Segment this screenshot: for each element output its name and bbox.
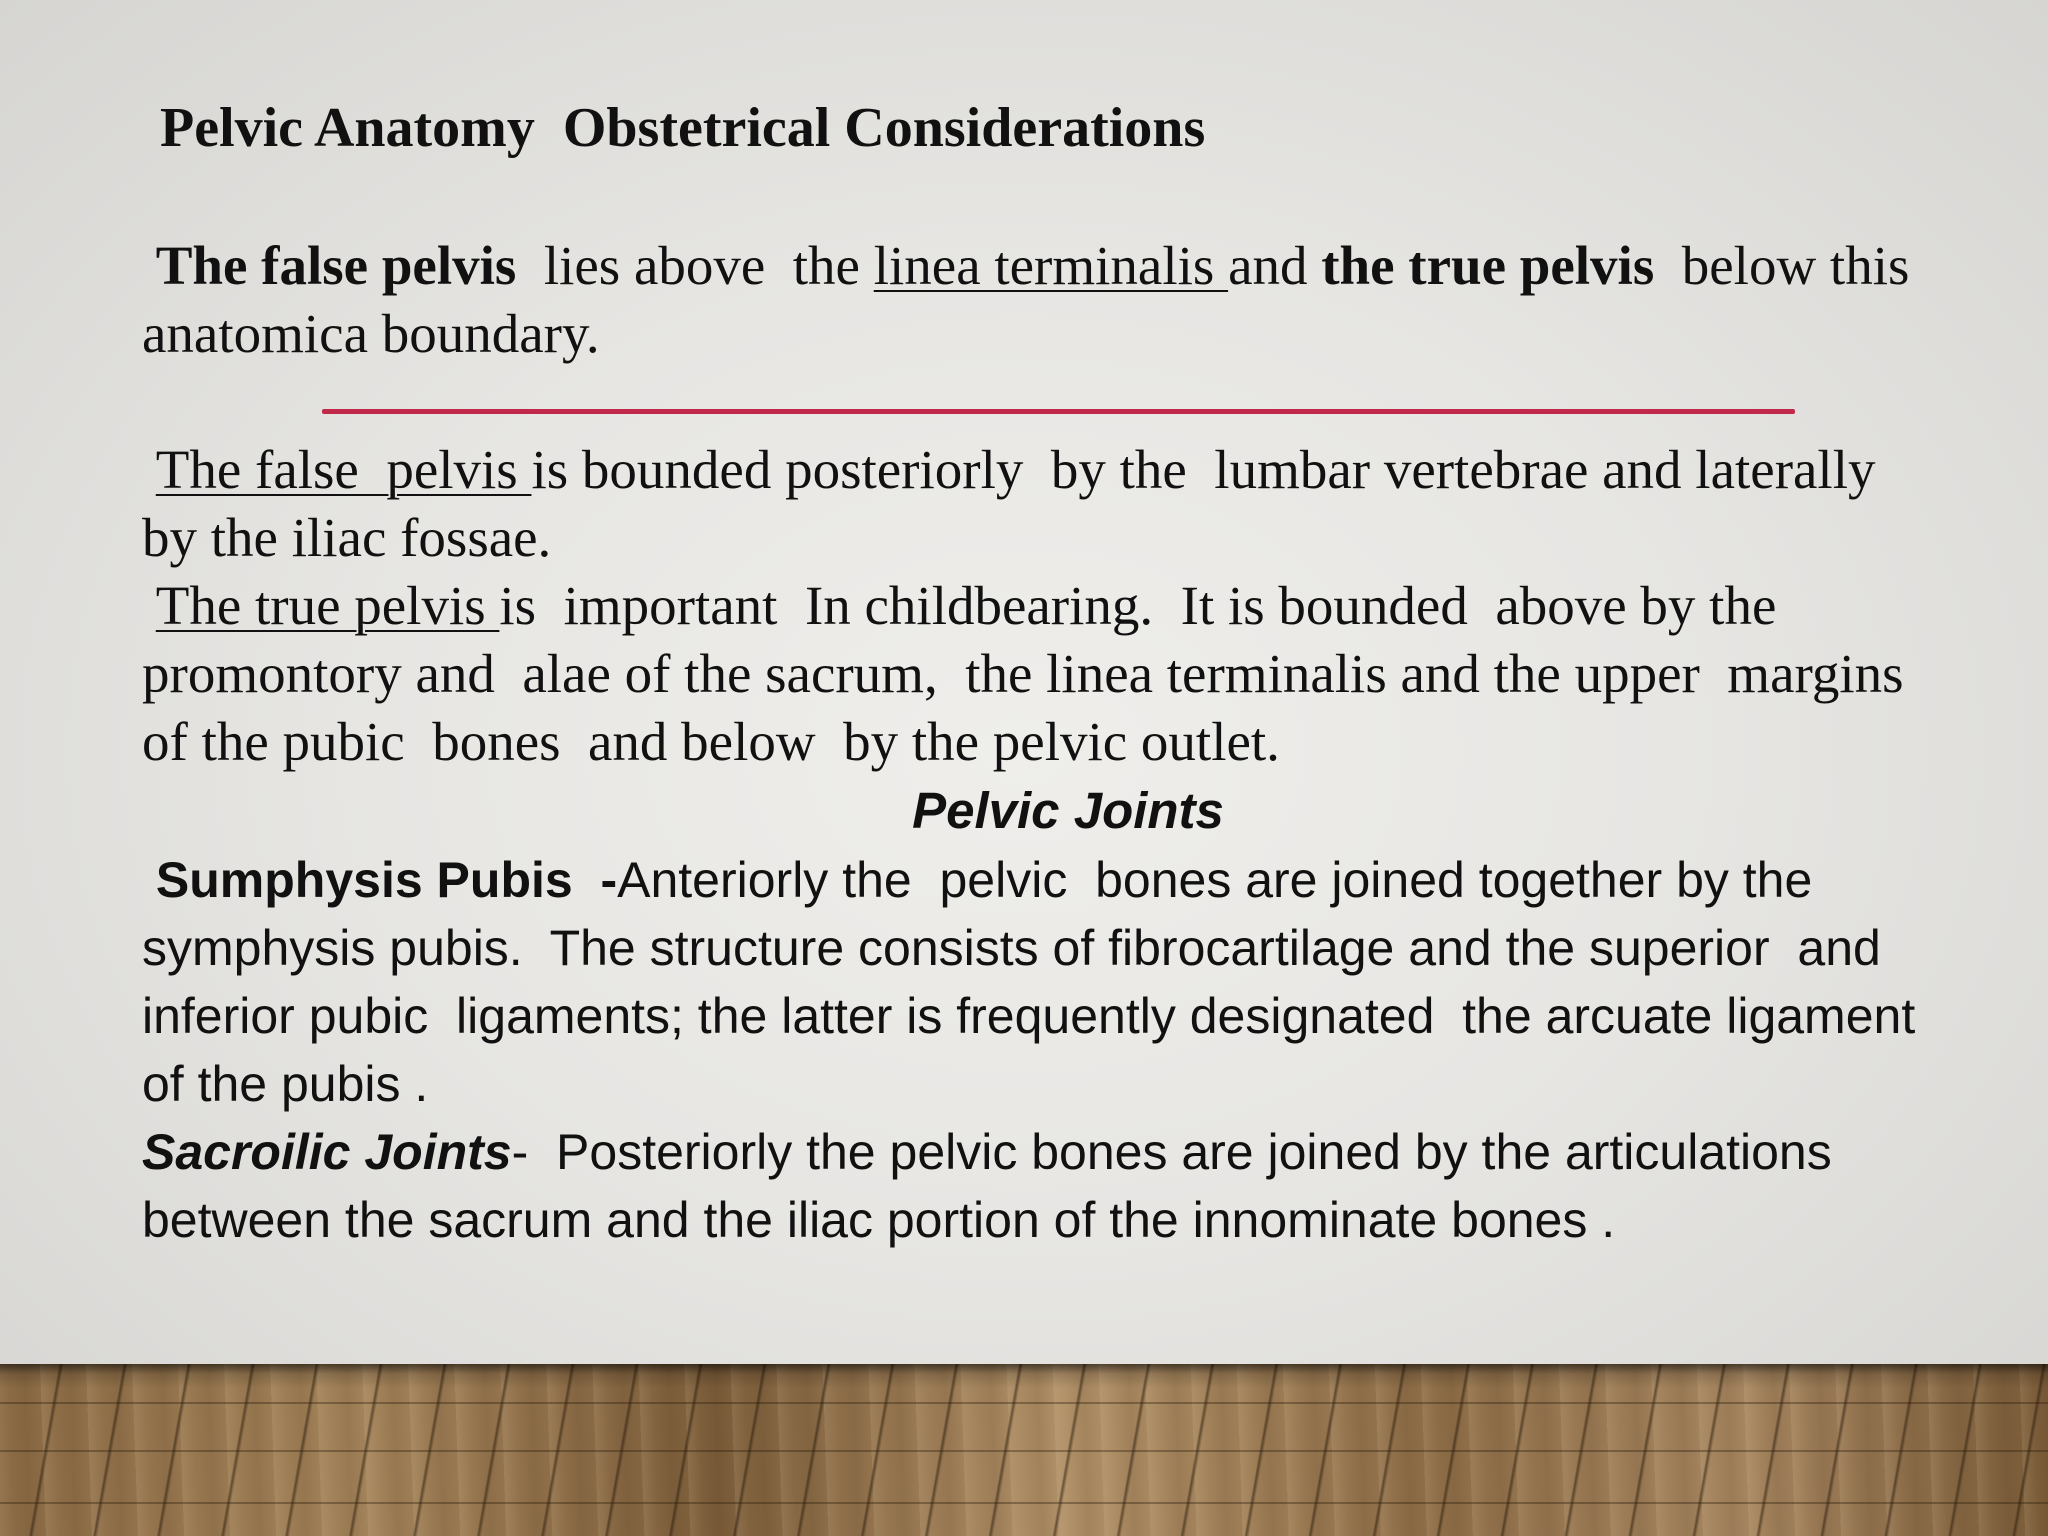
slide-title: Pelvic Anatomy Obstetrical Considerations xyxy=(160,97,1206,159)
text-segment: Anteriorly the pelvic bones are joined together by the symphysis pubis. The structure consists of fibrocartilage and the superior and inferior pubic ligaments; the latter is frequently designated the arcuate ligament of the pubis . xyxy=(142,852,1930,1112)
text-segment: below this anatomica boundary. xyxy=(142,235,1937,364)
lead-space xyxy=(142,575,156,636)
lead-space xyxy=(142,235,156,296)
text-segment: is bounded posteriorly by the lumbar vertebrae and laterally by the iliac fossae. xyxy=(142,439,1890,568)
true-pelvis-term: the true pelvis xyxy=(1321,235,1655,296)
lead-space xyxy=(142,852,156,908)
paragraph-sacroiliac-joints xyxy=(142,1118,1962,1254)
paragraph-false-pelvis-bounds xyxy=(142,436,1942,572)
text-segment: Posteriorly the pelvic bones are joined by the articulations between the sacrum and the iliac portion of the innominate bones . xyxy=(142,1124,1846,1248)
text-segment: lies above the xyxy=(516,235,874,296)
linea-terminalis-term: linea terminalis xyxy=(873,235,1229,296)
lead-space xyxy=(142,439,156,500)
sacroiliac-label: Sacroilic Joints xyxy=(142,1124,512,1180)
paragraph-false-true-pelvis xyxy=(142,232,1942,368)
false-pelvis-term: The false pelvis xyxy=(155,235,517,296)
accent-divider xyxy=(322,409,1795,414)
wood-floor-decoration xyxy=(0,1364,2048,1536)
text-segment: and xyxy=(1228,235,1322,296)
true-pelvis-term: The true pelvis xyxy=(155,575,500,636)
text-segment: is important In childbearing. It is bounded above by the promontory and alae of the sacrum, the linea terminalis and the upper margins of the pubic bones and below by the pelvic outlet. xyxy=(142,575,1918,772)
symphysis-label: Sumphysis Pubis - xyxy=(155,852,618,908)
paragraph-symphysis-pubis xyxy=(142,846,1962,1118)
paragraph-true-pelvis-bounds xyxy=(142,572,1942,776)
false-pelvis-term: The false pelvis xyxy=(155,439,532,500)
subheading-pelvic-joints: Pelvic Joints xyxy=(912,782,1224,839)
dash: - xyxy=(511,1124,529,1180)
